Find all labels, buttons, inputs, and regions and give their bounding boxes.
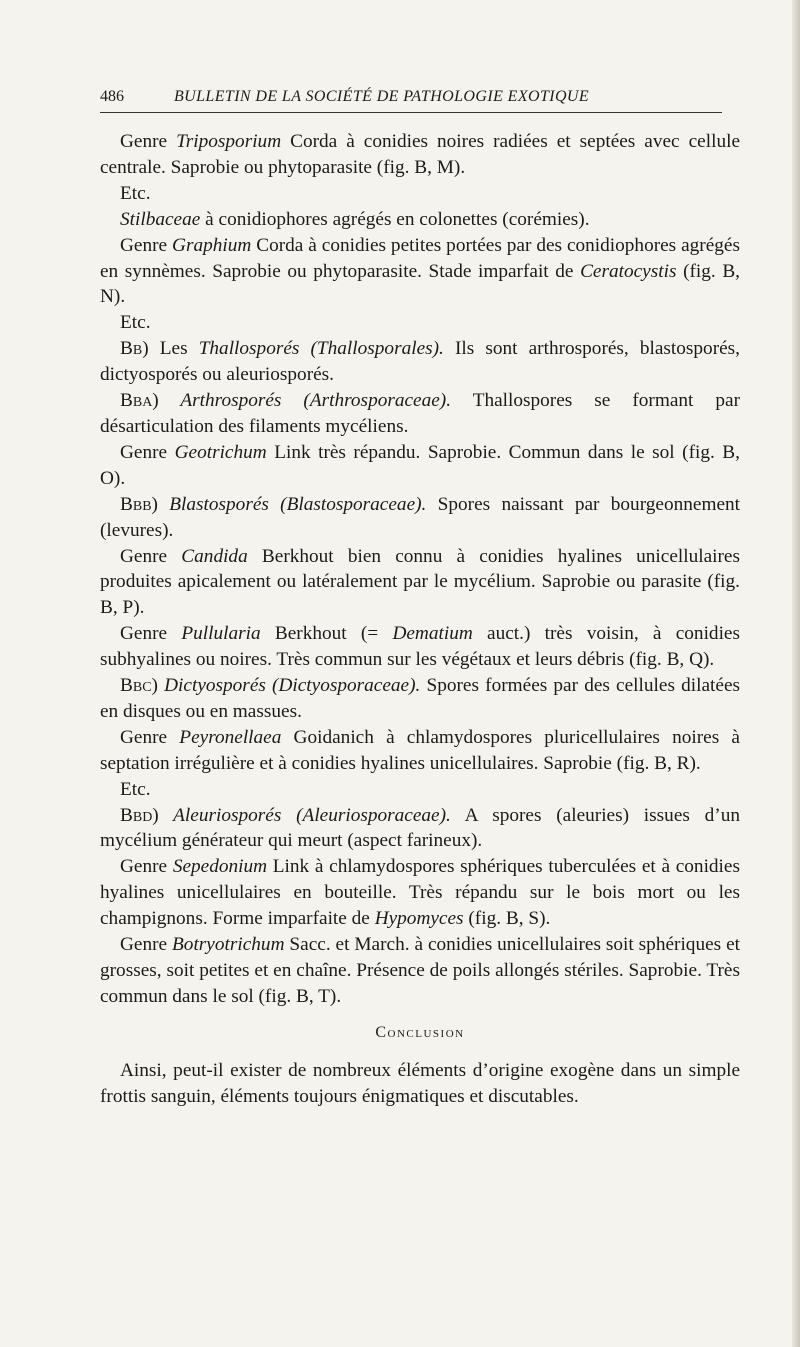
paragraph-peyronellaea: Genre Peyronellaea Goidanich à chlamydospores pluricellulaires noires à septation irrégulière et à conidies hyalines unicellulaires. Saprobie (fig. B, R). [100,726,740,774]
paragraph-botryotrichum: Genre Botryotrichum Sacc. et March. à conidies unicellulaires soit sphériques et grosses, soit petites et en chaîne. Présence de poils allongés stériles. Saprobie. Très commun dans le sol (fig. B, T). [100,934,740,1007]
paragraph-etc: Etc. [120,778,151,800]
section-label: Bbb) [120,493,158,515]
paragraph-aleuriospores: Bbd) Aleuriosporés (Aleuriosporaceae). A spores (aleuries) issues d’un mycélium générateur qui meurt (aspect farineux). [100,804,740,852]
section-label: Bba) [120,390,159,412]
paragraph-sepedonium: Genre Sepedonium Link à chlamydospores sphériques tuberculées et à conidies hyalines unicellulaires en bouteille. Très répandu sur le bois mort ou les champignons. Forme imparfaite de Hypomyces (fig. B, S). [100,856,740,930]
paragraph-thallospores: Bb) Les Thallosporés (Thallosporales). Ils sont arthrosporés, blastosporés, dictyosporés ou aleuriosporés. [100,338,740,386]
header-rule [100,112,722,113]
paragraph-geotrichum: Genre Geotrichum Link très répandu. Saprobie. Commun dans le sol (fig. B, O). [100,441,740,489]
article-body [100,129,740,1110]
paragraph-graphium: Genre Graphium Corda à conidies petites portées par des conidiophores agrégés en synnèmes. Saprobie ou phytoparasite. Stade imparfait de Ceratocystis (fig. B, N). [100,234,741,308]
paragraph-arthrospores: Bba) Arthrosporés (Arthrosporaceae). Thallospores se formant par désarticulation des filaments mycéliens. [100,390,740,437]
paragraph-triposporium: Genre Triposporium Corda à conidies noires radiées et septées avec cellule centrale. Saprobie ou phytoparasite (fig. B, M). [100,131,740,178]
running-title: BULLETIN DE LA SOCIÉTÉ DE PATHOLOGIE EXOTIQUE [174,88,590,105]
paragraph-pullularia: Genre Pullularia Berkhout (= Dematium auct.) très voisin, à conidies subhyalines ou noires. Très commun sur les végétaux et leurs débris (fig. B, Q). [100,623,740,671]
paragraph-blastospores: Bbb) Blastosporés (Blastosporaceae). Spores naissant par bourgeonnement (levures). [100,493,741,541]
paragraph-etc: Etc. [120,312,151,334]
section-label: Bbc) [120,675,158,697]
conclusion-heading: Conclusion [375,1023,465,1041]
conclusion-paragraph: Ainsi, peut-il exister de nombreux éléments d’origine exogène dans un simple frottis sanguin, éléments toujours énigmatiques et discutables. [100,1059,740,1107]
paragraph-dictyospores: Bbc) Dictyosporés (Dictyosporaceae). Spores formées par des cellules dilatées en disques ou en massues. [100,675,741,722]
section-label: Bbd) [120,804,159,826]
section-label: Bb) [120,338,149,360]
page-number: 486 [100,88,124,105]
running-header [100,88,722,116]
page-edge-shadow [792,0,800,1347]
paragraph-stilbaceae: Stilbaceae à conidiophores agrégés en colonettes (corémies). [120,208,590,230]
paragraph-candida: Genre Candida Berkhout bien connu à conidies hyalines unicellulaires produites apicalement ou latéralement par le mycélium. Saprobie ou parasite (fig. B, P). [100,545,740,619]
paragraph-etc: Etc. [120,182,151,204]
